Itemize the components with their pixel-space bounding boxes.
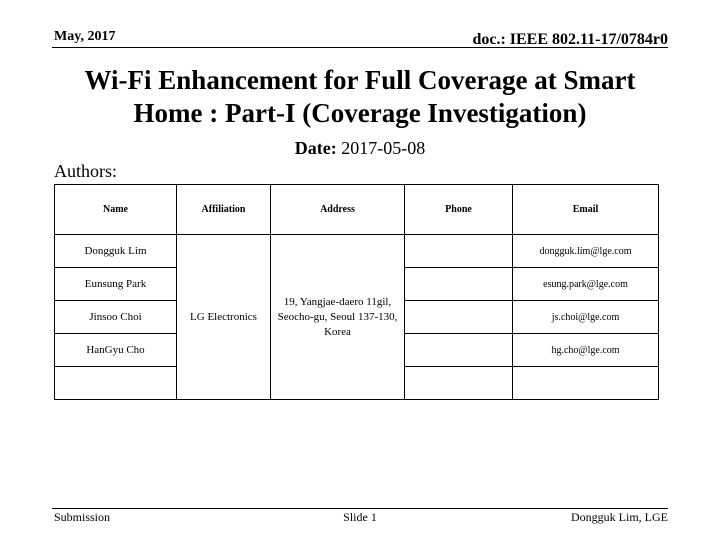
footer-slide-number: Slide 1: [343, 510, 377, 524]
author-name: [55, 367, 177, 400]
affiliation-cell: LG Electronics: [177, 235, 271, 400]
authors-table: [54, 184, 659, 400]
author-name: HanGyu Cho: [55, 334, 177, 367]
column-header-email: Email: [513, 185, 659, 235]
footer-author: Dongguk Lim, LGE: [571, 510, 668, 524]
date-label: Date:: [294, 138, 337, 158]
slide-title-line-1: Wi-Fi Enhancement for Full Coverage at Smart: [84, 65, 636, 95]
author-email: dongguk.lim@lge.com: [513, 235, 659, 268]
date-line: [0, 138, 720, 159]
author-email: js.choi@lge.com: [513, 301, 659, 334]
phone-cell: [405, 367, 513, 400]
phone-cell: [405, 268, 513, 301]
author-email: esung.park@lge.com: [513, 268, 659, 301]
header-doc-id: doc.: IEEE 802.11-17/0784r0: [472, 31, 668, 48]
date-value: 2017-05-08: [341, 138, 426, 158]
phone-cell: [405, 235, 513, 268]
author-name: Dongguk Lim: [55, 235, 177, 268]
header-date: May, 2017: [54, 29, 116, 44]
footer-submission: Submission: [54, 510, 111, 524]
address-cell: 19, Yangjae-daero 11gil, Seocho-gu, Seoul 137-130, Korea: [271, 235, 405, 400]
phone-cell: [405, 334, 513, 367]
author-email: hg.cho@lge.com: [513, 334, 659, 367]
table-row: [55, 235, 659, 268]
footer-rule: [52, 508, 668, 509]
column-header-name: Name: [55, 185, 177, 235]
slide-title: [40, 64, 680, 130]
author-name: Eunsung Park: [55, 268, 177, 301]
author-name: Jinsoo Choi: [55, 301, 177, 334]
authors-label: Authors:: [54, 161, 117, 181]
column-header-affiliation: Affiliation: [177, 185, 271, 235]
author-email: [513, 367, 659, 400]
column-header-address: Address: [271, 185, 405, 235]
header-rule: [52, 47, 668, 48]
column-header-phone: Phone: [405, 185, 513, 235]
slide-title-line-2: Home : Part-I (Coverage Investigation): [133, 98, 587, 128]
phone-cell: [405, 301, 513, 334]
table-header-row: [55, 185, 659, 235]
